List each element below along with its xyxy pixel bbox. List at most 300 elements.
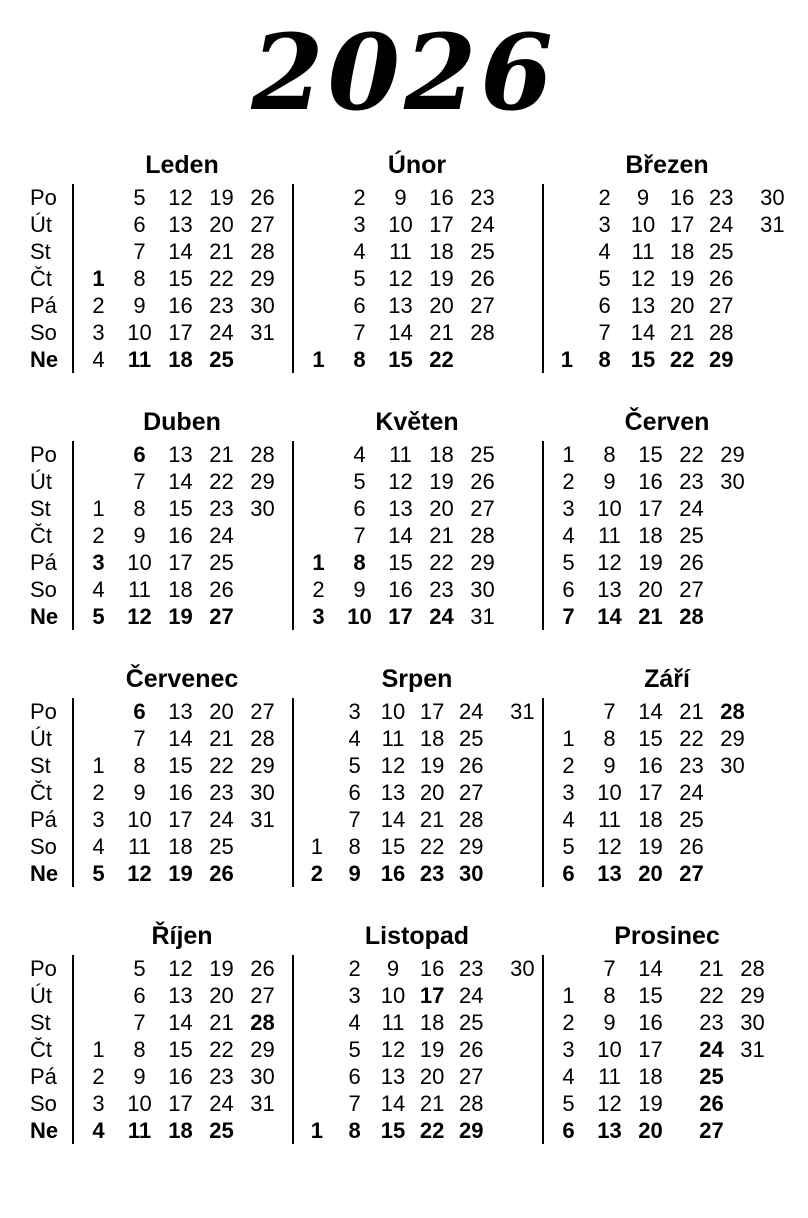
date-cell: 1 (310, 1118, 323, 1143)
month-block (72, 921, 292, 1144)
date-cell: 25 (209, 347, 234, 372)
date-cell-empty (491, 806, 542, 833)
date-cell-empty (298, 698, 336, 725)
date-cell: 9 (603, 1010, 616, 1035)
date-cell: 21 (209, 239, 234, 264)
date-cell: 17 (388, 604, 413, 629)
month-grid (542, 955, 792, 1144)
day-label: Ne (30, 1118, 59, 1143)
date-cell: 8 (598, 347, 611, 372)
date-cell-empty (298, 982, 336, 1009)
date-cell: 21 (209, 726, 234, 751)
date-cell: 13 (168, 983, 193, 1008)
date-cell: 21 (419, 807, 445, 832)
day-label: St (30, 496, 51, 521)
date-cell-empty (491, 1117, 542, 1144)
date-cell: 6 (562, 1118, 575, 1143)
date-cell: 1 (92, 753, 105, 778)
date-cell: 29 (250, 469, 275, 494)
date-cell: 25 (209, 550, 234, 575)
date-cell-empty (298, 806, 336, 833)
date-cell: 30 (720, 753, 745, 778)
date-cell-empty (712, 860, 753, 887)
date-cell: 1 (312, 550, 325, 575)
date-cell: 17 (168, 807, 193, 832)
date-cell-empty (298, 495, 339, 522)
date-cell-empty (78, 468, 119, 495)
date-cell: 4 (92, 577, 105, 602)
date-cell: 13 (380, 1064, 406, 1089)
month-title: Září (644, 665, 690, 693)
date-cell: 19 (429, 469, 454, 494)
date-cell: 7 (603, 956, 616, 981)
date-cell: 18 (168, 347, 193, 372)
month-grid (72, 441, 292, 630)
date-cell-empty (242, 522, 283, 549)
date-cell: 3 (353, 212, 366, 237)
date-cell: 6 (133, 212, 146, 237)
month-block (292, 921, 542, 1144)
date-cell: 3 (312, 604, 325, 629)
date-cell: 14 (630, 320, 656, 345)
date-cell: 18 (638, 1064, 663, 1089)
date-cell: 4 (562, 1064, 575, 1089)
date-cell: 24 (209, 807, 234, 832)
date-cell: 22 (209, 266, 234, 291)
date-cell-empty (712, 603, 753, 630)
date-cell: 14 (168, 469, 193, 494)
day-label: So (30, 320, 57, 345)
date-cell: 8 (133, 753, 146, 778)
date-cell: 22 (429, 550, 454, 575)
date-cell: 31 (250, 320, 275, 345)
date-cell: 14 (168, 726, 193, 751)
date-cell: 15 (388, 347, 413, 372)
date-cell: 27 (459, 1064, 484, 1089)
date-cell: 27 (699, 1118, 724, 1143)
day-label: St (30, 239, 51, 264)
date-cell: 6 (133, 699, 146, 724)
date-cell-empty (78, 184, 119, 211)
date-cell: 24 (209, 1091, 234, 1116)
date-cell: 31 (760, 212, 785, 237)
date-cell: 19 (638, 1091, 663, 1116)
date-cell: 8 (353, 550, 366, 575)
date-cell: 9 (636, 185, 650, 210)
date-cell: 7 (353, 523, 366, 548)
date-cell: 28 (250, 442, 275, 467)
date-cell: 5 (133, 185, 146, 210)
date-cell: 14 (380, 1091, 406, 1116)
month-block (542, 921, 792, 1144)
date-cell-empty (78, 725, 119, 752)
date-cell: 20 (669, 293, 695, 318)
date-cell: 7 (133, 1010, 146, 1035)
month-title: Leden (145, 151, 219, 179)
date-cell-empty (298, 319, 339, 346)
date-cell: 2 (92, 523, 105, 548)
date-cell: 18 (669, 239, 695, 264)
date-cell-empty (298, 292, 339, 319)
date-cell: 18 (638, 523, 663, 548)
date-cell-empty (462, 346, 503, 373)
date-cell: 26 (679, 550, 704, 575)
date-cell: 10 (127, 320, 152, 345)
date-cell: 5 (353, 469, 366, 494)
day-label: St (30, 753, 51, 778)
date-cell: 11 (389, 239, 412, 264)
date-cell: 29 (470, 550, 495, 575)
date-cell-empty (548, 238, 586, 265)
month-block (542, 664, 792, 887)
date-cell: 21 (429, 523, 454, 548)
date-cell: 24 (459, 983, 484, 1008)
date-cell: 24 (429, 604, 454, 629)
date-cell: 28 (720, 699, 745, 724)
date-cell: 30 (720, 469, 745, 494)
date-cell-empty (741, 346, 792, 373)
date-cell: 3 (562, 496, 575, 521)
date-cell-empty (242, 576, 283, 603)
date-cell: 14 (380, 807, 406, 832)
date-cell: 15 (380, 1118, 406, 1143)
date-cell-empty (732, 1090, 773, 1117)
month-block (542, 407, 792, 630)
date-cell: 7 (133, 469, 146, 494)
date-cell: 14 (388, 320, 413, 345)
date-cell: 14 (597, 604, 622, 629)
date-cell: 19 (419, 753, 445, 778)
date-cell: 5 (348, 1037, 361, 1062)
date-cell: 13 (380, 780, 406, 805)
date-cell: 6 (562, 577, 575, 602)
date-cell: 5 (562, 1091, 575, 1116)
date-cell: 24 (459, 699, 484, 724)
date-cell: 25 (209, 834, 234, 859)
date-cell: 22 (679, 726, 704, 751)
date-cell: 19 (168, 604, 193, 629)
date-cell: 18 (419, 726, 445, 751)
date-cell: 26 (709, 266, 734, 291)
date-cell: 30 (459, 861, 484, 886)
date-cell: 9 (133, 293, 146, 318)
date-cell: 5 (598, 266, 611, 291)
date-cell: 29 (459, 834, 484, 859)
month-block (72, 664, 292, 887)
date-cell-empty (741, 292, 792, 319)
date-cell: 6 (353, 293, 366, 318)
date-cell: 25 (459, 1010, 484, 1035)
date-cell: 21 (669, 320, 695, 345)
date-cell: 23 (209, 496, 234, 521)
date-cell: 22 (419, 834, 445, 859)
date-cell: 11 (631, 239, 655, 264)
date-cell-empty (298, 211, 339, 238)
date-cell-empty (712, 495, 753, 522)
date-cell-empty (732, 1063, 773, 1090)
date-cell: 8 (348, 834, 361, 859)
date-cell: 22 (669, 347, 695, 372)
date-cell: 9 (133, 523, 146, 548)
date-cell: 11 (127, 347, 152, 372)
date-cell: 14 (638, 699, 663, 724)
date-cell: 26 (679, 834, 704, 859)
date-cell: 21 (638, 604, 663, 629)
date-cell: 4 (562, 807, 575, 832)
date-cell: 18 (168, 1118, 193, 1143)
date-cell: 22 (429, 347, 454, 372)
date-cell: 2 (598, 185, 611, 210)
date-cell: 25 (709, 239, 734, 264)
date-cell: 16 (168, 780, 193, 805)
date-cell: 14 (638, 956, 663, 981)
date-cell: 16 (429, 185, 454, 210)
date-cell-empty (242, 603, 283, 630)
date-cell: 17 (429, 212, 454, 237)
date-cell: 16 (380, 861, 406, 886)
date-cell: 23 (679, 753, 704, 778)
date-cell-empty (78, 955, 119, 982)
date-cell: 12 (597, 1091, 622, 1116)
day-label: Po (30, 956, 57, 981)
date-cell: 15 (638, 442, 663, 467)
month-grid (72, 184, 292, 373)
date-cell: 20 (209, 983, 234, 1008)
date-cell-empty (298, 1090, 336, 1117)
date-cell: 13 (388, 496, 413, 521)
date-cell: 29 (459, 1118, 484, 1143)
date-cell: 7 (603, 699, 616, 724)
date-cell-empty (741, 319, 792, 346)
date-cell-empty (298, 184, 339, 211)
date-cell-empty (78, 1009, 119, 1036)
date-cell: 1 (92, 266, 105, 291)
date-cell: 23 (699, 1010, 724, 1035)
date-cell: 27 (679, 577, 704, 602)
date-cell: 23 (419, 861, 445, 886)
day-label: Pá (30, 807, 57, 832)
date-cell: 18 (638, 807, 663, 832)
date-cell: 3 (598, 212, 611, 237)
date-cell: 20 (429, 496, 454, 521)
date-cell: 6 (562, 861, 575, 886)
day-label: Út (30, 469, 52, 494)
date-cell: 25 (679, 807, 704, 832)
date-cell: 30 (740, 1010, 765, 1035)
date-cell: 17 (168, 550, 193, 575)
date-cell-empty (298, 441, 339, 468)
date-cell: 2 (562, 1010, 575, 1035)
date-cell: 10 (597, 496, 622, 521)
date-cell: 6 (598, 293, 611, 318)
month-title: Červenec (125, 665, 239, 693)
date-cell: 11 (598, 523, 621, 548)
date-cell: 7 (348, 807, 361, 832)
date-cell: 20 (638, 861, 663, 886)
date-cell: 4 (348, 1010, 361, 1035)
date-cell: 23 (429, 577, 454, 602)
day-label-column (30, 698, 72, 887)
day-label: Ne (30, 347, 59, 372)
month-grid (542, 441, 792, 630)
date-cell: 1 (92, 496, 105, 521)
date-cell: 13 (168, 212, 193, 237)
date-cell: 15 (168, 496, 193, 521)
date-cell: 1 (562, 983, 575, 1008)
date-cell: 15 (638, 983, 663, 1008)
date-cell: 19 (669, 266, 695, 291)
day-label: So (30, 577, 57, 602)
date-cell: 23 (209, 293, 234, 318)
date-cell: 21 (699, 956, 724, 981)
date-cell: 27 (209, 604, 234, 629)
date-cell: 5 (562, 834, 575, 859)
date-cell: 30 (760, 185, 785, 210)
date-cell: 24 (470, 212, 495, 237)
date-cell: 31 (470, 604, 495, 629)
date-cell: 3 (562, 1037, 575, 1062)
date-cell: 16 (638, 753, 663, 778)
date-cell: 15 (168, 266, 193, 291)
date-cell: 15 (630, 347, 656, 372)
date-cell: 27 (250, 983, 275, 1008)
date-cell: 29 (250, 1037, 275, 1062)
date-cell-empty (712, 833, 753, 860)
date-cell: 20 (209, 212, 234, 237)
date-cell-empty (242, 1117, 283, 1144)
month-grid (72, 698, 292, 887)
date-cell: 18 (429, 239, 454, 264)
date-cell-empty (741, 238, 792, 265)
date-cell: 19 (638, 550, 663, 575)
date-cell-empty (242, 860, 283, 887)
date-cell: 29 (709, 347, 734, 372)
day-label: Po (30, 699, 57, 724)
date-cell-empty (548, 698, 589, 725)
date-cell: 5 (353, 266, 366, 291)
date-cell: 3 (92, 807, 105, 832)
date-cell: 4 (348, 726, 361, 751)
date-cell: 24 (209, 320, 234, 345)
date-cell: 10 (127, 1091, 152, 1116)
date-cell-empty (78, 238, 119, 265)
date-cell: 27 (470, 293, 495, 318)
date-cell: 6 (348, 1064, 361, 1089)
date-cell: 3 (348, 699, 361, 724)
date-cell: 9 (603, 469, 616, 494)
date-cell: 28 (459, 1091, 484, 1116)
date-cell: 11 (598, 1064, 621, 1089)
date-cell-empty (712, 522, 753, 549)
date-cell: 2 (312, 577, 325, 602)
date-cell: 8 (133, 1037, 146, 1062)
date-cell: 29 (740, 983, 765, 1008)
date-cell-empty (298, 752, 336, 779)
date-cell: 22 (209, 1037, 234, 1062)
date-cell: 13 (388, 293, 413, 318)
month-title: Červen (624, 408, 710, 436)
date-cell: 8 (603, 726, 616, 751)
date-cell: 10 (380, 699, 406, 724)
date-cell-empty (712, 806, 753, 833)
date-cell: 12 (630, 266, 656, 291)
date-cell-empty (298, 1009, 336, 1036)
date-cell: 1 (562, 442, 575, 467)
date-cell: 21 (419, 1091, 445, 1116)
date-cell: 10 (127, 550, 152, 575)
date-cell: 12 (388, 469, 413, 494)
date-cell-empty (491, 982, 542, 1009)
date-cell: 10 (630, 212, 656, 237)
date-cell: 2 (92, 780, 105, 805)
date-cell: 3 (562, 780, 575, 805)
date-cell: 8 (348, 1118, 361, 1143)
date-cell: 16 (638, 1010, 663, 1035)
date-cell: 2 (353, 185, 366, 210)
date-cell: 23 (209, 1064, 234, 1089)
date-cell: 12 (127, 604, 152, 629)
date-cell: 14 (168, 1010, 193, 1035)
date-cell: 13 (597, 577, 622, 602)
month-block (72, 407, 292, 630)
date-cell: 5 (133, 956, 146, 981)
month-grid (542, 184, 792, 373)
date-cell-empty (298, 725, 336, 752)
date-cell: 8 (133, 266, 146, 291)
date-cell: 26 (470, 266, 495, 291)
date-cell: 12 (597, 550, 622, 575)
month-row (30, 664, 808, 887)
date-cell: 17 (419, 699, 445, 724)
date-cell-empty (242, 833, 283, 860)
date-cell: 21 (679, 699, 704, 724)
date-cell: 18 (168, 834, 193, 859)
date-cell: 16 (419, 956, 445, 981)
date-cell: 27 (250, 699, 275, 724)
date-cell: 9 (348, 861, 361, 886)
date-cell: 17 (419, 983, 445, 1008)
date-cell: 17 (168, 320, 193, 345)
date-cell: 21 (429, 320, 454, 345)
date-cell: 30 (250, 293, 275, 318)
month-block (72, 150, 292, 373)
month-block (292, 664, 542, 887)
date-cell: 24 (679, 496, 704, 521)
month-block (542, 150, 792, 373)
date-cell: 9 (394, 185, 407, 210)
date-cell: 27 (470, 496, 495, 521)
date-cell-empty (712, 549, 753, 576)
day-label: Pá (30, 293, 57, 318)
date-cell: 17 (638, 780, 663, 805)
date-cell: 20 (419, 1064, 445, 1089)
date-cell: 12 (388, 266, 413, 291)
date-cell: 4 (562, 523, 575, 548)
date-cell-empty (741, 265, 792, 292)
day-label: Út (30, 726, 52, 751)
date-cell: 5 (348, 753, 361, 778)
date-cell: 1 (92, 1037, 105, 1062)
day-label: Pá (30, 550, 57, 575)
day-label: Čt (30, 266, 52, 291)
date-cell: 6 (353, 496, 366, 521)
date-cell: 9 (353, 577, 366, 602)
date-cell: 30 (250, 1064, 275, 1089)
date-cell: 2 (562, 469, 575, 494)
date-cell: 16 (168, 293, 193, 318)
date-cell: 2 (92, 1064, 105, 1089)
date-cell: 24 (699, 1037, 724, 1062)
